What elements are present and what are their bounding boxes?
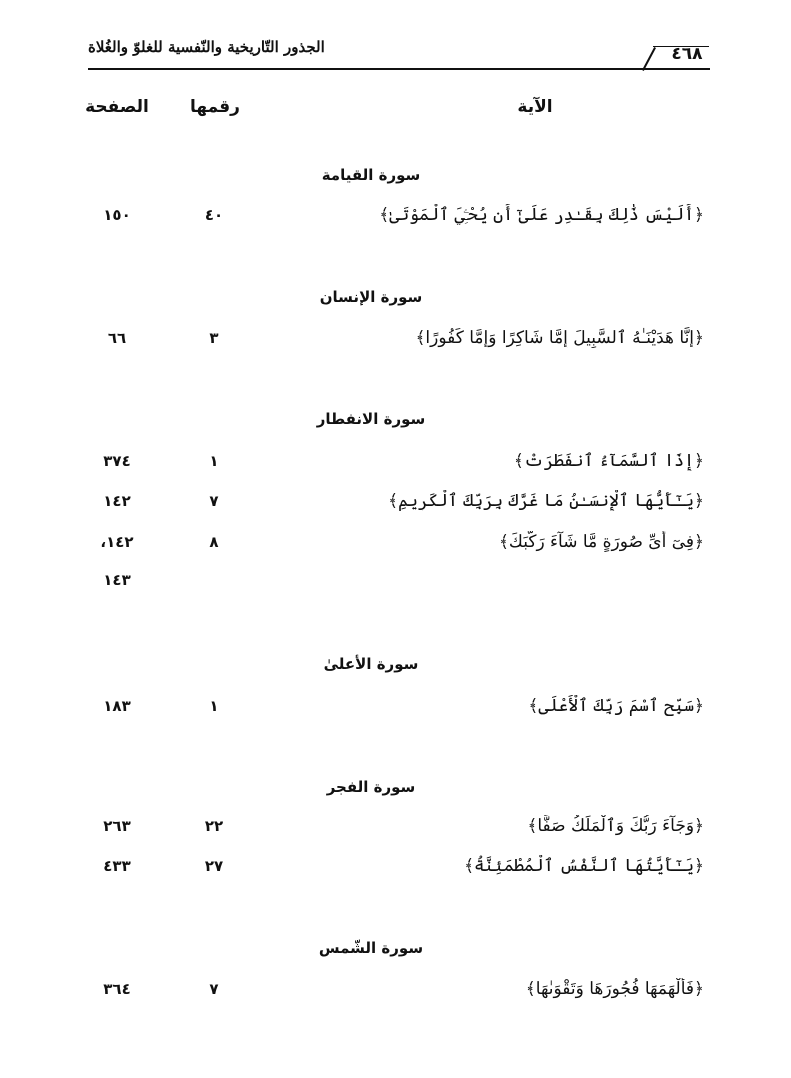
- verse-text: ﴿فَأَلْهَمَهَا فُجُورَهَا وَتَقْوَىٰهَا﴾: [525, 979, 704, 999]
- surah-heading: سورة الشّمس: [318, 939, 424, 957]
- surah-heading: سورة الانفطار: [316, 410, 426, 428]
- surah-heading: سورة الأعلىٰ: [323, 655, 419, 673]
- running-header-title: الجذور التّاريخية والنّفسية للغلوّ والغُلاة: [88, 38, 325, 56]
- verse-number: ٤٠: [204, 206, 224, 224]
- verse-text: ﴿سَبِّحِ ٱسْمَ رَبِّكَ ٱلْأَعْلَى﴾: [528, 696, 704, 716]
- page-reference: ١٤٣: [103, 571, 131, 589]
- page-reference: ١٨٣: [103, 697, 131, 715]
- verse-text: ﴿يَـٰٓأَيَّتُهَا ٱلنَّفْسُ ٱلْمُطْمَئِنَّةُ﴾: [464, 856, 704, 876]
- surah-heading: سورة القيامة: [321, 166, 421, 184]
- verse-text: ﴿إِنَّا هَدَيْنَـٰهُ ٱلسَّبِيلَ إِمَّا شَاكِرًا وَإِمَّا كَفُورًا﴾: [415, 328, 704, 348]
- verse-number: ١: [209, 697, 219, 715]
- verse-text: ﴿أَلَيْسَ ذَٰلِكَ بِقَـٰدِرٍ عَلَىٰٓ أَن يُحْـِۧيَ ٱلْمَوْتَىٰ﴾: [379, 205, 704, 225]
- page-reference: ٣٧٤: [103, 452, 131, 470]
- surah-heading: سورة الإنسان: [319, 288, 423, 306]
- page-number: ٤٦٨: [671, 44, 703, 64]
- verse-number: ٢٢: [204, 817, 224, 835]
- page-reference: ١٥٠: [103, 206, 131, 224]
- verse-number: ٣: [209, 329, 219, 347]
- page-reference: ٤٣٣: [103, 857, 131, 875]
- verse-number: ٢٧: [204, 857, 224, 875]
- verse-text: ﴿يَـٰٓأَيُّهَا ٱلْإِنسَـٰنُ مَا غَرَّكَ بِرَبِّكَ ٱلْكَرِيمِ﴾: [388, 491, 704, 511]
- header-rule: [88, 68, 710, 70]
- verse-number: ٨: [209, 533, 219, 551]
- page-reference: ٢٦٣: [103, 817, 131, 835]
- page-reference: ١٤٢: [103, 492, 131, 510]
- page-reference: ٣٦٤: [103, 980, 131, 998]
- column-header-ayah: الآية: [517, 97, 553, 117]
- verse-number: ١: [209, 452, 219, 470]
- verse-text: ﴿إِذَا ٱلسَّمَآءُ ٱنفَطَرَتْ﴾: [513, 451, 704, 471]
- page-reference: ٦٦: [107, 329, 127, 347]
- verse-number: ٧: [209, 492, 219, 510]
- verse-text: ﴿وَجَآءَ رَبُّكَ وَٱلْمَلَكُ صَفًّا﴾: [527, 816, 704, 836]
- verse-text: ﴿فِىٓ أَىِّ صُورَةٍ مَّا شَآءَ رَكَّبَكَ﴾: [498, 532, 704, 552]
- surah-heading: سورة الفجر: [326, 778, 416, 796]
- column-header-page: الصفحة: [85, 97, 149, 117]
- page-number-rule: [653, 46, 709, 47]
- page-reference: ١٤٢،: [100, 533, 134, 551]
- column-header-number: رقمها: [190, 97, 240, 117]
- verse-number: ٧: [209, 980, 219, 998]
